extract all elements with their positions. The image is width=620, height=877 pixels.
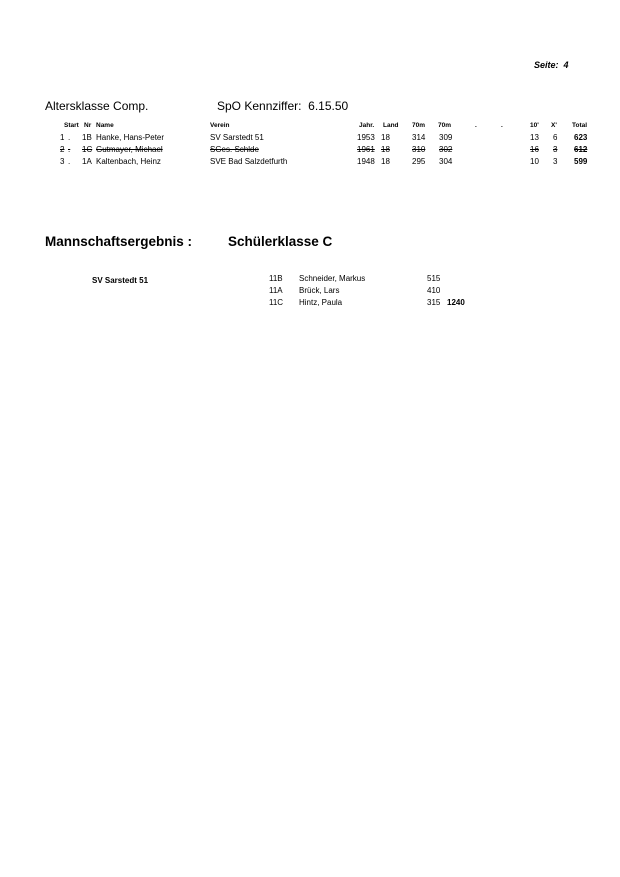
member-score: 410 [427,286,441,295]
member-name: Brück, Lars [299,286,340,295]
result-row-struck [0,145,620,157]
team-member-row [0,274,620,286]
member-nr: 11C [269,298,284,307]
header-x: X' [551,122,557,129]
dot-cell: . [68,133,71,142]
header-tens: 10' [530,122,539,129]
round1-cell: 310 [412,145,426,154]
x-cell: 3 [553,145,558,154]
total-cell: 612 [574,145,588,154]
land-cell: 18 [381,157,390,166]
round1-cell: 314 [412,133,426,142]
team-total: 1240 [447,298,465,307]
spo-code-value: 6.15.50 [308,99,349,113]
name-cell: Kaltenbach, Heinz [96,157,161,166]
header-club: Verein [210,122,230,129]
team-member-row [0,286,620,298]
name-cell: Gutmayer, Michael [96,145,163,154]
round2-cell: 304 [439,157,453,166]
tens-cell: 13 [530,133,539,142]
header-70m-1: 70m [412,122,426,129]
member-score: 515 [427,274,441,283]
result-row [0,133,620,145]
club-cell: SV Sarstedt 51 [210,133,264,142]
header-dot-1: . [475,122,477,129]
year-cell: 1961 [357,145,375,154]
team-name: SV Sarstedt 51 [92,276,149,285]
x-cell: 6 [553,133,558,142]
header-start: Start [64,122,79,129]
round1-cell: 295 [412,157,426,166]
tens-cell: 16 [530,145,539,154]
x-cell: 3 [553,157,558,166]
team-results-title: Mannschaftsergebnis : [45,234,193,249]
nr-cell: 1B [82,133,92,142]
year-cell: 1948 [357,157,375,166]
round2-cell: 309 [439,133,453,142]
team-member-row [0,298,620,310]
nr-cell: 1A [82,157,92,166]
land-cell: 18 [381,133,390,142]
total-cell: 599 [574,157,588,166]
header-dot-2: . [501,122,503,129]
start-cell: 1 [60,133,65,142]
member-nr: 11A [269,286,283,295]
club-cell: SVE Bad Salzdetfurth [210,157,288,166]
club-cell: SGes. Schlde [210,145,259,154]
name-cell: Hanke, Hans-Peter [96,133,165,142]
page-number [534,60,569,70]
start-cell: 2 [60,145,65,154]
member-nr: 11B [269,274,283,283]
section-title: Altersklasse Comp. [45,99,149,113]
header-name: Name [96,122,114,129]
total-cell: 623 [574,133,588,142]
spo-code-label: SpO Kennziffer: [217,99,302,113]
land-cell: 18 [381,145,390,154]
header-total: Total [572,122,588,129]
page-label: Seite: [534,60,559,70]
spo-code [217,99,348,113]
dot-cell: . [68,145,71,154]
header-land: Land [383,122,399,129]
tens-cell: 10 [530,157,539,166]
header-year: Jahr. [359,122,375,129]
header-nr: Nr [84,122,92,129]
class-title: Schülerklasse C [228,234,333,249]
dot-cell: . [68,157,71,166]
header-70m-2: 70m [438,122,452,129]
year-cell: 1953 [357,133,375,142]
page-value: 4 [563,60,569,70]
result-row [0,157,620,169]
round2-cell: 302 [439,145,453,154]
start-cell: 3 [60,157,65,166]
member-name: Schneider, Markus [299,274,366,283]
member-score: 315 [427,298,441,307]
member-name: Hintz, Paula [299,298,343,307]
nr-cell: 1C [82,145,93,154]
